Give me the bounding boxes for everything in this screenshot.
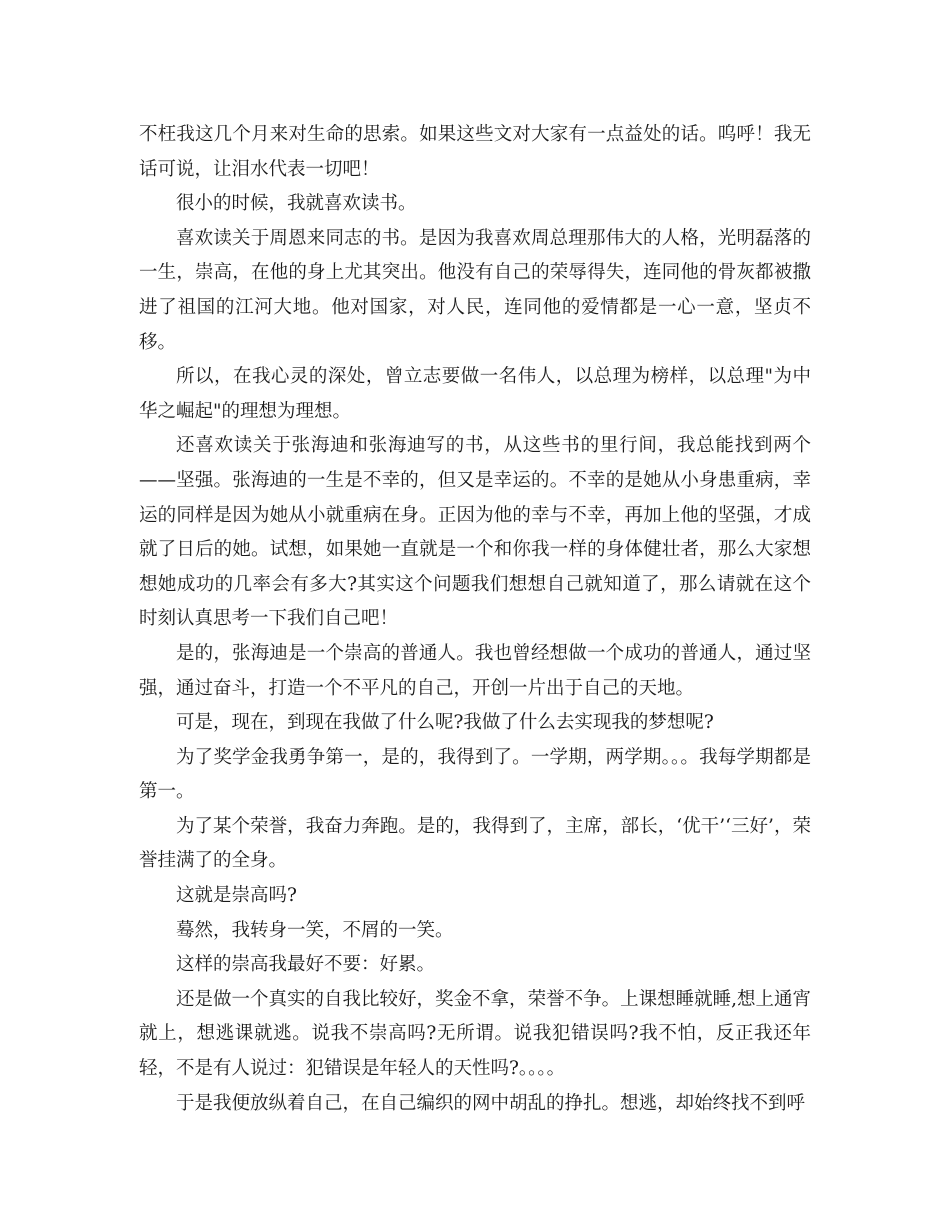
- paragraph: 这就是崇高吗?: [176, 885, 297, 907]
- paragraph: 喜欢读关于周恩来同志的书。是因为我喜欢周总理那伟大的人格，光明磊落的一生，崇高，在他的身上尤其突出。他没有自己的荣辱得失，连同他的骨灰都被撒进了祖国的江河大地。他对国家，对人民，连同他的爱情都是一心一意，坚贞不移。: [139, 227, 811, 353]
- paragraph: 为了某个荣誉，我奋力奔跑。是的，我得到了，主席，部长，‘优干’‘三好’，荣誉挂满了的全身。: [139, 815, 811, 872]
- paragraph: 是的，张海迪是一个崇高的普通人。我也曾经想做一个成功的普通人，通过坚强，通过奋斗，打造一个不平凡的自己，开创一片出于自己的天地。: [139, 642, 811, 699]
- paragraph: 很小的时候，我就喜欢读书。: [176, 193, 417, 215]
- paragraph: 蓦然，我转身一笑，不屑的一笑。: [176, 919, 454, 941]
- paragraph: 所以，在我心灵的深处，曾立志要做一名伟人，以总理为榜样，以总理"为中华之崛起"的理想为理想。: [139, 366, 811, 422]
- paragraph: 还是做一个真实的自我比较好，奖金不拿，荣誉不争。上课想睡就睡,想上通宵就上，想逃课就逃。说我不崇高吗?无所谓。说我犯错误吗?我不怕，反正我还年轻，不是有人说过：犯错误是年轻人的天性吗?。。。。: [139, 988, 811, 1080]
- paragraph: 不枉我这几个月来对生命的思索。如果这些文对大家有一点益处的话。呜呼！我无话可说，让泪水代表一切吧！: [139, 124, 811, 180]
- paragraph: 可是，现在，到现在我做了什么呢?我做了什么去实现我的梦想呢?: [176, 712, 714, 734]
- paragraph: 还喜欢读关于张海迪和张海迪写的书，从这些书的里行间，我总能找到两个——坚强。张海迪的一生是不幸的，但又是幸运的。不幸的是她从小身患重病，幸运的同样是因为她从小就重病在身。正因为他的幸与不幸，再加上他的坚强，才成就了日后的她。试想，如果她一直就是一个和你我一样的身体健壮者，那么大家想想她成功的几率会有多大?其实这个问题我们想想自己就知道了，那么请就在这个时刻认真思考一下我们自己吧！: [139, 435, 811, 630]
- paragraph: 于是我便放纵着自己，在自己编织的网中胡乱的挣扎。想逃，却始终找不到呼: [176, 1092, 806, 1114]
- document-body: [139, 118, 811, 1121]
- paragraph: 这样的崇高我最好不要：好累。: [176, 954, 436, 976]
- paragraph: 为了奖学金我勇争第一，是的，我得到了。一学期，两学期。。。我每学期都是第一。: [139, 746, 811, 803]
